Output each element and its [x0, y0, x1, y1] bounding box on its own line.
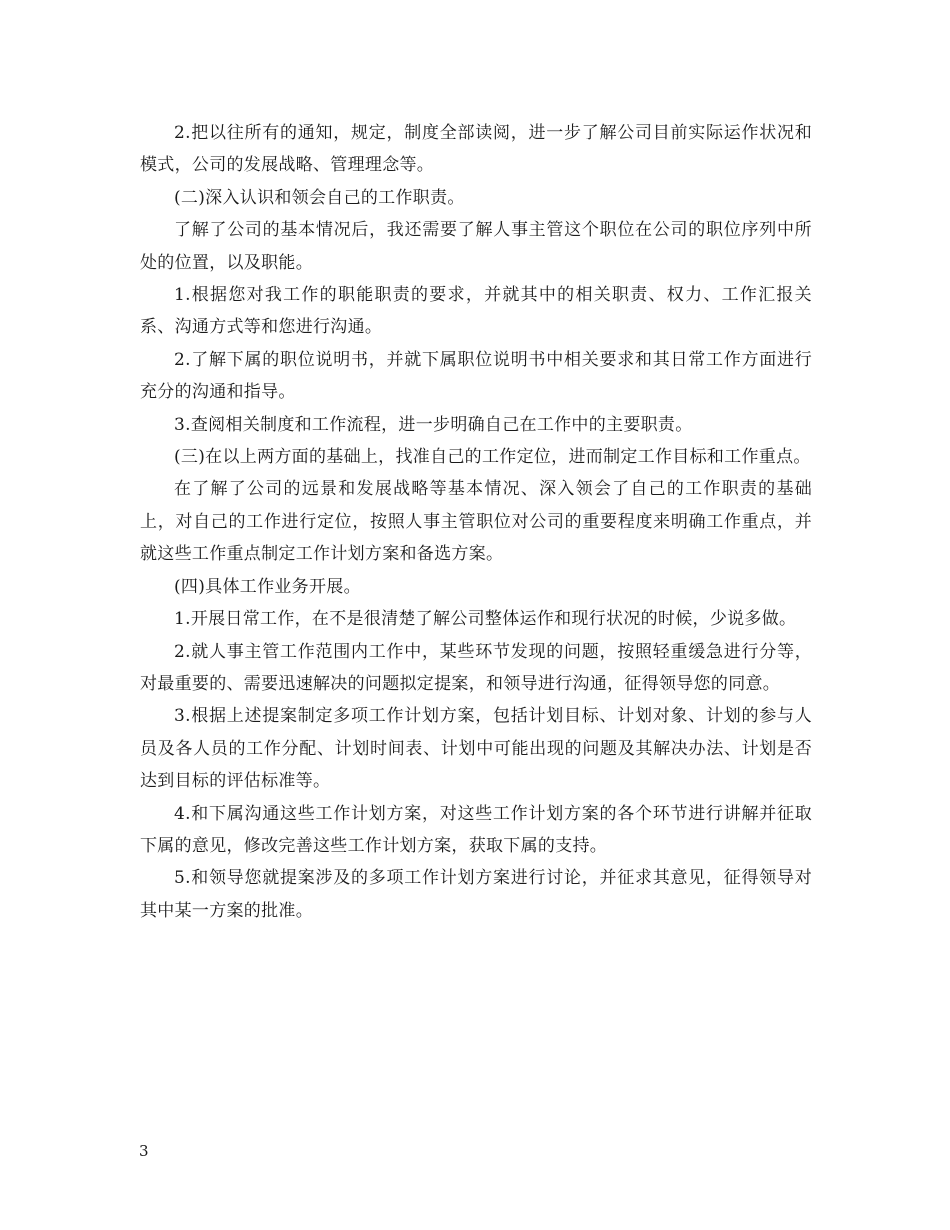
- paragraph-position-understanding: 了解了公司的基本情况后，我还需要了解人事主管这个职位在公司的职位序列中所处的位置，以及职能。: [140, 220, 812, 273]
- paragraph-subordinate-guidance: 2.了解下属的职位说明书，并就下属职位说明书中相关要求和其日常工作方面进行充分的沟通和指导。: [140, 349, 812, 403]
- paragraph-plan-drafting: 3.根据上述提案制定多项工作计划方案，包括计划目标、计划对象、计划的参与人员及各人员的工作分配、计划时间表、计划中可能出现的问题及其解决办法、计划是否达到目标的评估标准等。: [140, 706, 812, 792]
- section-heading-4: (四)具体工作业务开展。: [174, 576, 361, 597]
- paragraph-subordinate-communication: 4.和下属沟通这些工作计划方案，对这些工作计划方案的各个环节进行讲解并征取下属的意见，修改完善这些工作计划方案，获取下属的支持。: [140, 803, 812, 856]
- page-number: 3: [139, 1142, 149, 1160]
- paragraph-problem-proposal: 2.就人事主管工作范围内工作中，某些环节发现的问题，按照轻重缓急进行分等， 对最重要的、需要迅速解决的问题拟定提案，和领导进行沟通，征得领导您的同意。: [140, 641, 812, 694]
- paragraph-review-process: 3.查阅相关制度和工作流程，进一步明确自己在工作中的主要职责。: [174, 414, 693, 435]
- paragraph-duty-communication: 1.根据您对我工作的职能职责的要求，并就其中的相关职责、权力、工作汇报关系、沟通方式等和您进行沟通。: [140, 285, 812, 338]
- paragraph-daily-work: 1.开展日常工作，在不是很清楚了解公司整体运作和现行状况的时候，少说多做。: [174, 609, 797, 630]
- document-body: [140, 117, 812, 927]
- section-heading-3: (三)在以上两方面的基础上，找准自己的工作定位，进而制定工作目标和工作重点。: [174, 447, 811, 468]
- paragraph-work-positioning: 在了解了公司的远景和发展战略等基本情况、深入领会了自己的工作职责的基础上，对自己的工作进行定位，按照人事主管职位对公司的重要程度来明确工作重点，并就这些工作重点制定工作计划方案和备选方案。: [140, 479, 812, 565]
- paragraph-reading-notices: 2.把以往所有的通知，规定，制度全部读阅，进一步了解公司目前实际运作状况和模式，公司的发展战略、管理理念等。: [140, 123, 812, 176]
- paragraph-leader-approval: 5.和领导您就提案涉及的多项工作计划方案进行讨论，并征求其意见，征得领导对其中某一方案的批准。: [140, 868, 812, 921]
- section-heading-2: (二)深入认识和领会自己的工作职责。: [174, 187, 465, 208]
